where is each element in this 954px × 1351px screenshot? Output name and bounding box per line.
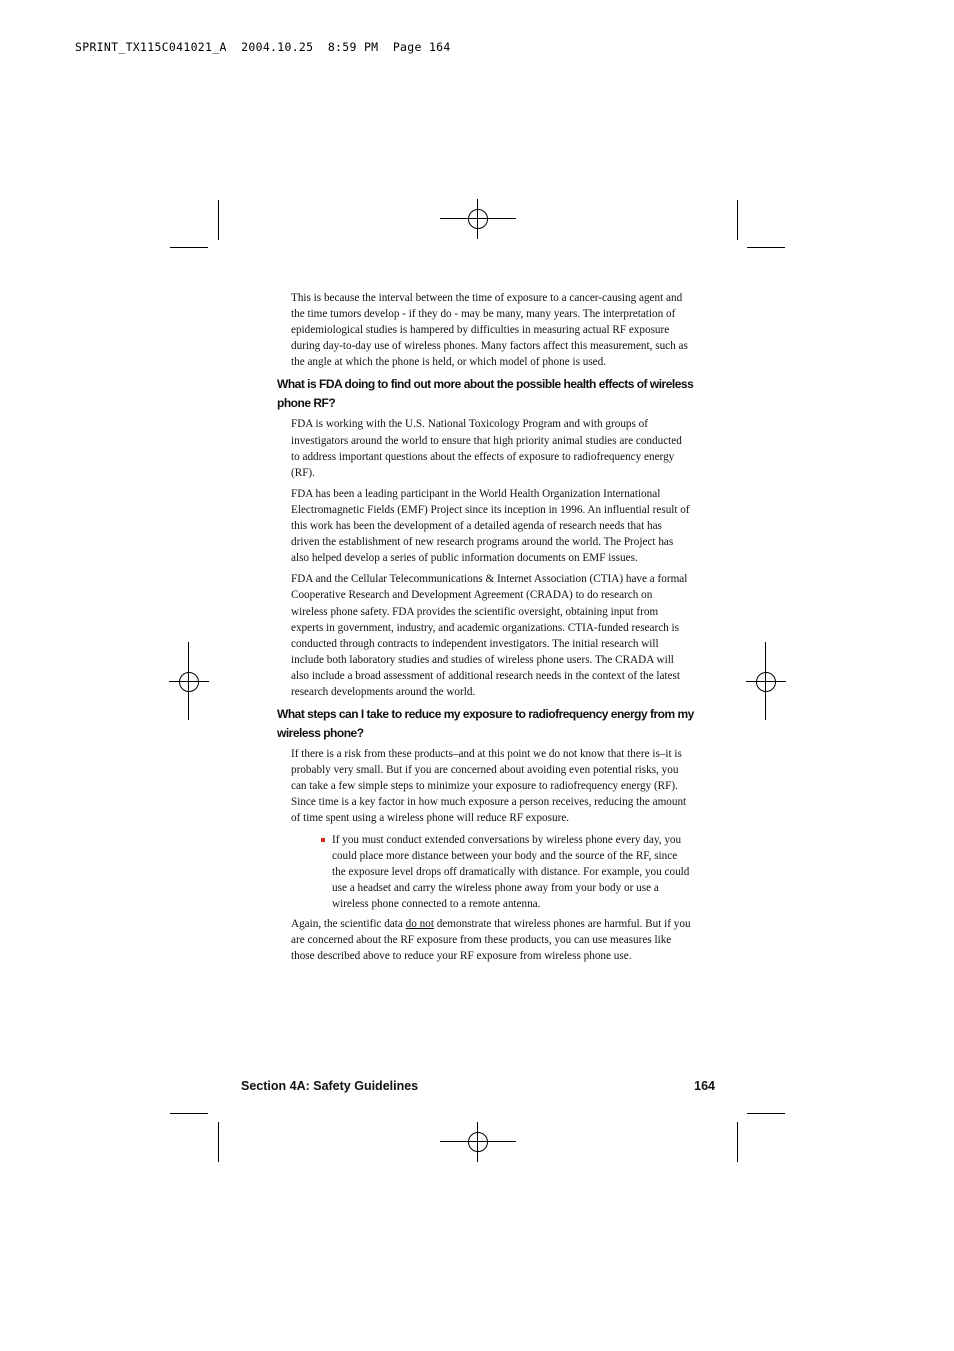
bullet-text: If you must conduct extended conversations by wireless phone every day, you could place more distance between your body and the source of the RF, since the exposure level drops off dramatically with distance. For example, you could use a headset and carry the wireless phone away from your body or use a wireless phone connected to a remote antenna. <box>332 833 690 910</box>
printer-slug-line: SPRINT_TX115C041021_A 2004.10.25 8:59 PM Page 164 <box>75 40 451 54</box>
crop-mark-top-right-vertical <box>737 200 738 240</box>
registration-mark-left <box>169 662 209 702</box>
footer-section-title: Section 4A: Safety Guidelines <box>241 1079 419 1093</box>
list-item <box>332 832 692 912</box>
underlined-emphasis: do not <box>405 918 434 930</box>
crop-mark-top-left-vertical <box>218 200 219 240</box>
page-footer <box>241 1079 715 1093</box>
crop-mark-bottom-left-horizontal <box>170 1113 208 1114</box>
registration-mark-right <box>746 662 786 702</box>
paragraph-conclusion <box>291 916 691 964</box>
paragraph-who-emf: FDA has been a leading participant in the World Health Organization International Electromagnetic Fields (EMF) Project since its inception in 1996. An influential result of this work has been the development of a detailed agenda of research needs that has driven the establishment of new research programs around the world. The Project has also helped develop a series of public information documents on EMF issues. <box>291 487 690 565</box>
crop-mark-bottom-right-vertical <box>737 1122 738 1162</box>
conclusion-text-start: Again, the scientific data <box>291 918 406 930</box>
paragraph-latency: This is because the interval between the time of exposure to a cancer-causing agent and the time tumors develop - if they do - may be many, many years. The interpretation of epidemiological studies is hampered by difficulties in measuring actual RF exposure during day-to-day use of wireless phones. Many factors affect this measurement, such as the angle at which the phone is held, or which model of phone is used. <box>291 292 688 369</box>
paragraph-risk: If there is a risk from these products–and at this point we do not know that there is–it is probably very small. But if you are concerned about avoiding even potential risks, you can take a few simple steps to minimize your exposure to radiofrequency energy (RF). Since time is a key factor in how much exposure a person receives, reducing the amount of time spent using a wireless phone will reduce RF exposure. <box>291 748 687 825</box>
crop-mark-top-right-horizontal <box>747 247 785 248</box>
crop-mark-top-left-horizontal <box>170 247 208 248</box>
footer-page-number: 164 <box>694 1079 715 1093</box>
paragraph-ctia-crada: FDA and the Cellular Telecommunications & Internet Association (CTIA) have a formal Cooperative Research and Development Agreement (CRADA) to do research on wireless phone safety. FDA provides the scientific oversight, obtaining input from experts in government, industry, and academic organizations. CTIA-funded research is conducted through contracts to independent investigators. The initial research will include both laboratory studies and studies of wireless phone users. The CRADA will also include a broad assessment of additional research needs in the context of the latest research developments around the world. <box>291 573 688 698</box>
conclusion-text-end: demonstrate that wireless phones are harmful. But if you are concerned about the RF exposure from these products, you can use measures like those described above to reduce your RF exposure from wireless phone use. <box>291 918 691 963</box>
square-bullet-icon <box>321 838 325 842</box>
bullet-list <box>277 832 697 912</box>
crop-mark-bottom-left-vertical <box>218 1122 219 1162</box>
registration-mark-top <box>458 199 498 239</box>
paragraph-ntp: FDA is working with the U.S. National Toxicology Program and with groups of investigators around the world to ensure that high priority animal studies are conducted to address important questions about the effects of exposure to radiofrequency energy (RF). <box>291 418 682 479</box>
registration-mark-bottom <box>458 1122 498 1162</box>
crop-mark-bottom-right-horizontal <box>747 1113 785 1114</box>
page-body <box>277 290 697 969</box>
question-heading-fda-research: What is FDA doing to find out more about the possible health effects of wireless phone RF? <box>277 377 694 411</box>
question-heading-reduce-exposure: What steps can I take to reduce my exposure to radiofrequency energy from my wireless phone? <box>277 707 694 741</box>
